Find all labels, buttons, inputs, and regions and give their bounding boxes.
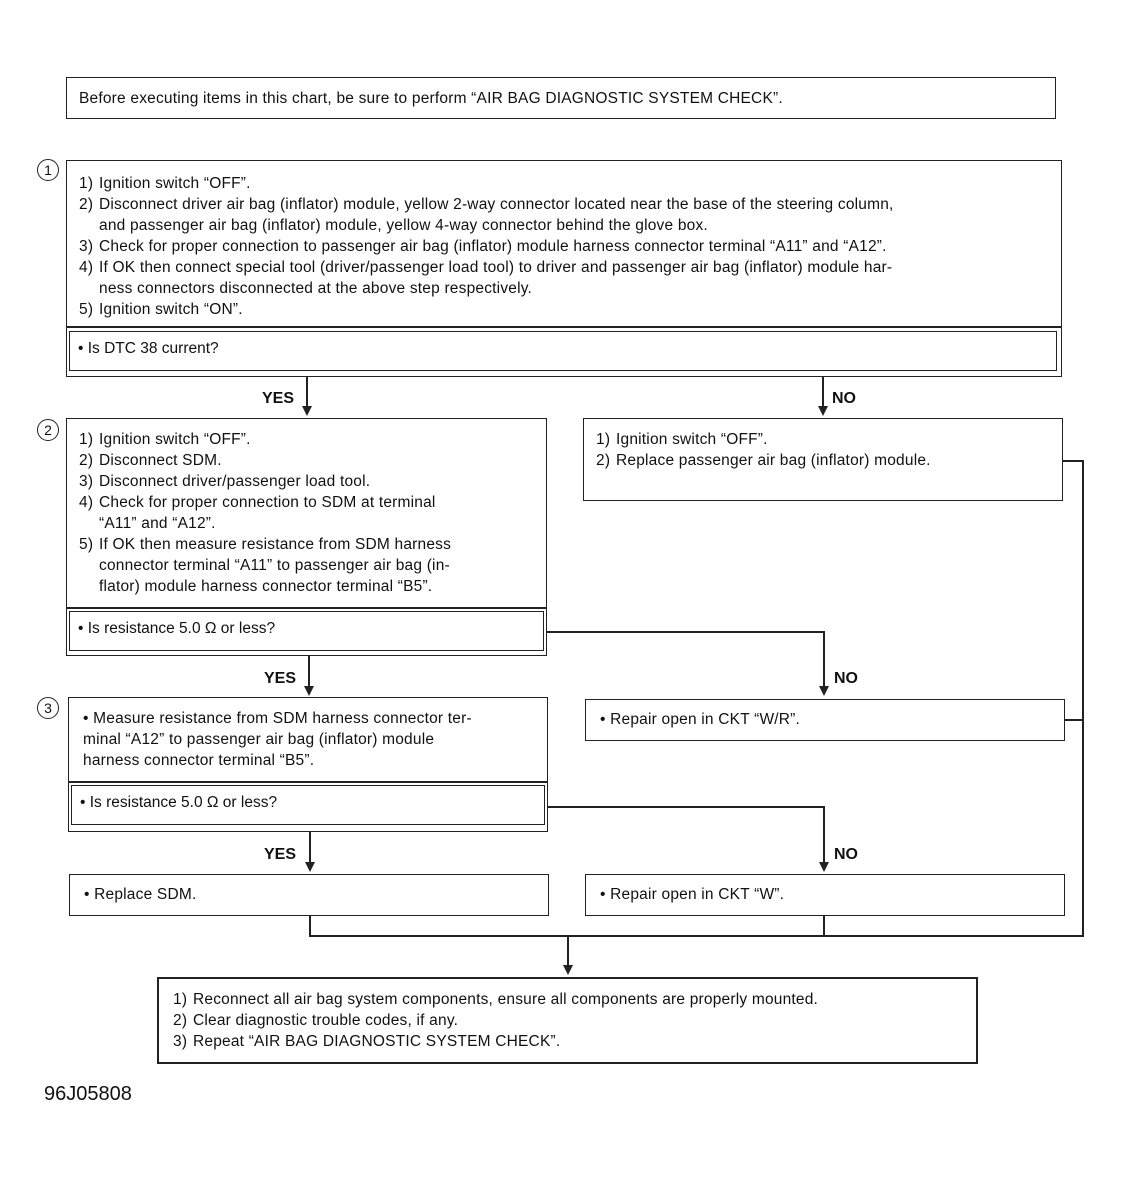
step-2-item: 1) Ignition switch “OFF”. bbox=[79, 431, 251, 448]
step-2-item: 3) Disconnect driver/passenger load tool. bbox=[79, 473, 371, 490]
step-1-item: 4) If OK then connect special tool (driver/passenger load tool) to driver and passenger air bag (inflator) module har- ness connectors disconnected at the above step respectively. bbox=[79, 259, 893, 297]
no-label: NO bbox=[832, 390, 856, 407]
step-2-box bbox=[66, 418, 547, 656]
no-step-1-instructions bbox=[596, 429, 1052, 471]
step-1-item: 5) Ignition switch “ON”. bbox=[79, 301, 243, 318]
step-1-item: 3) Check for proper connection to passenger air bag (inflator) module harness connector terminal “A11” and “A12”. bbox=[79, 238, 887, 255]
step-2-question: • Is resistance 5.0 Ω or less? bbox=[69, 611, 544, 651]
yes-label: YES bbox=[262, 390, 295, 407]
connector bbox=[309, 916, 311, 936]
final-steps-instructions bbox=[173, 989, 968, 1052]
yes-step-3-box bbox=[69, 874, 549, 916]
connector bbox=[823, 806, 825, 864]
step-3-box bbox=[68, 697, 548, 832]
no-step-2-box bbox=[585, 699, 1065, 741]
connector bbox=[1082, 460, 1084, 936]
no-step-3-box bbox=[585, 874, 1065, 916]
no-step-1-item: 1) Ignition switch “OFF”. bbox=[596, 431, 768, 448]
arrow-down-icon bbox=[305, 862, 315, 872]
arrow-down-icon bbox=[818, 406, 828, 416]
final-steps-box bbox=[157, 977, 978, 1064]
step-3-divider bbox=[69, 781, 547, 783]
arrow-down-icon bbox=[563, 965, 573, 975]
arrow-down-icon bbox=[304, 686, 314, 696]
step-3-marker: 3 bbox=[37, 697, 59, 719]
final-step-item: 3) Repeat “AIR BAG DIAGNOSTIC SYSTEM CHECK”. bbox=[173, 1033, 561, 1050]
step-2-item: 2) Disconnect SDM. bbox=[79, 452, 222, 469]
figure-id: 96J05808 bbox=[44, 1083, 132, 1105]
step-2-divider bbox=[67, 607, 546, 609]
connector bbox=[548, 806, 824, 808]
connector bbox=[309, 832, 311, 864]
no-step-3-action: • Repair open in CKT “W”. bbox=[600, 886, 785, 903]
step-2-item: 5) If OK then measure resistance from SDM harness connector terminal “A11” to passenger air bag (in- flator) module harness connector terminal “B5”. bbox=[79, 536, 452, 595]
step-1-divider bbox=[67, 326, 1061, 328]
connector bbox=[1065, 719, 1083, 721]
connector bbox=[823, 631, 825, 688]
final-step-item: 2) Clear diagnostic trouble codes, if any. bbox=[173, 1012, 459, 1029]
step-1-question: • Is DTC 38 current? bbox=[69, 331, 1057, 371]
no-label: NO bbox=[834, 670, 858, 687]
pre-check-note-box bbox=[66, 77, 1056, 119]
connector bbox=[309, 935, 1084, 937]
connector bbox=[567, 935, 569, 967]
step-1-box bbox=[66, 160, 1062, 377]
arrow-down-icon bbox=[819, 862, 829, 872]
no-step-1-box bbox=[583, 418, 1063, 501]
step-1-marker: 1 bbox=[37, 159, 59, 181]
connector bbox=[306, 377, 308, 408]
no-label: NO bbox=[834, 846, 858, 863]
yes-step-3-action: • Replace SDM. bbox=[84, 886, 197, 903]
step-2-item: 4) Check for proper connection to SDM at terminal “A11” and “A12”. bbox=[79, 494, 436, 532]
connector bbox=[823, 916, 825, 936]
final-step-item: 1) Reconnect all air bag system components, ensure all components are properly mounted. bbox=[173, 991, 819, 1008]
arrow-down-icon bbox=[302, 406, 312, 416]
connector bbox=[822, 377, 824, 408]
step-1-instructions bbox=[79, 173, 1049, 320]
no-step-2-action: • Repair open in CKT “W/R”. bbox=[600, 711, 801, 728]
no-step-1-item: 2) Replace passenger air bag (inflator) module. bbox=[596, 452, 931, 469]
step-3-instruction: • Measure resistance from SDM harness connector ter- minal “A12” to passenger air bag (inflator) module harness connector terminal “B5”. bbox=[83, 710, 472, 769]
step-1-item: 2) Disconnect driver air bag (inflator) module, yellow 2-way connector located near the base of the steering column, and passenger air bag (inflator) module, yellow 4-way connector behind the glove box. bbox=[79, 196, 894, 234]
yes-label: YES bbox=[264, 846, 297, 863]
step-3-question: • Is resistance 5.0 Ω or less? bbox=[71, 785, 545, 825]
step-1-item: 1) Ignition switch “OFF”. bbox=[79, 175, 251, 192]
arrow-down-icon bbox=[819, 686, 829, 696]
step-2-marker: 2 bbox=[37, 419, 59, 441]
connector bbox=[308, 656, 310, 688]
connector bbox=[547, 631, 824, 633]
step-2-instructions bbox=[79, 429, 535, 597]
yes-label: YES bbox=[264, 670, 297, 687]
pre-check-note: Before executing items in this chart, be sure to perform “AIR BAG DIAGNOSTIC SYSTEM CHECK”. bbox=[79, 90, 783, 107]
connector bbox=[1063, 460, 1083, 462]
